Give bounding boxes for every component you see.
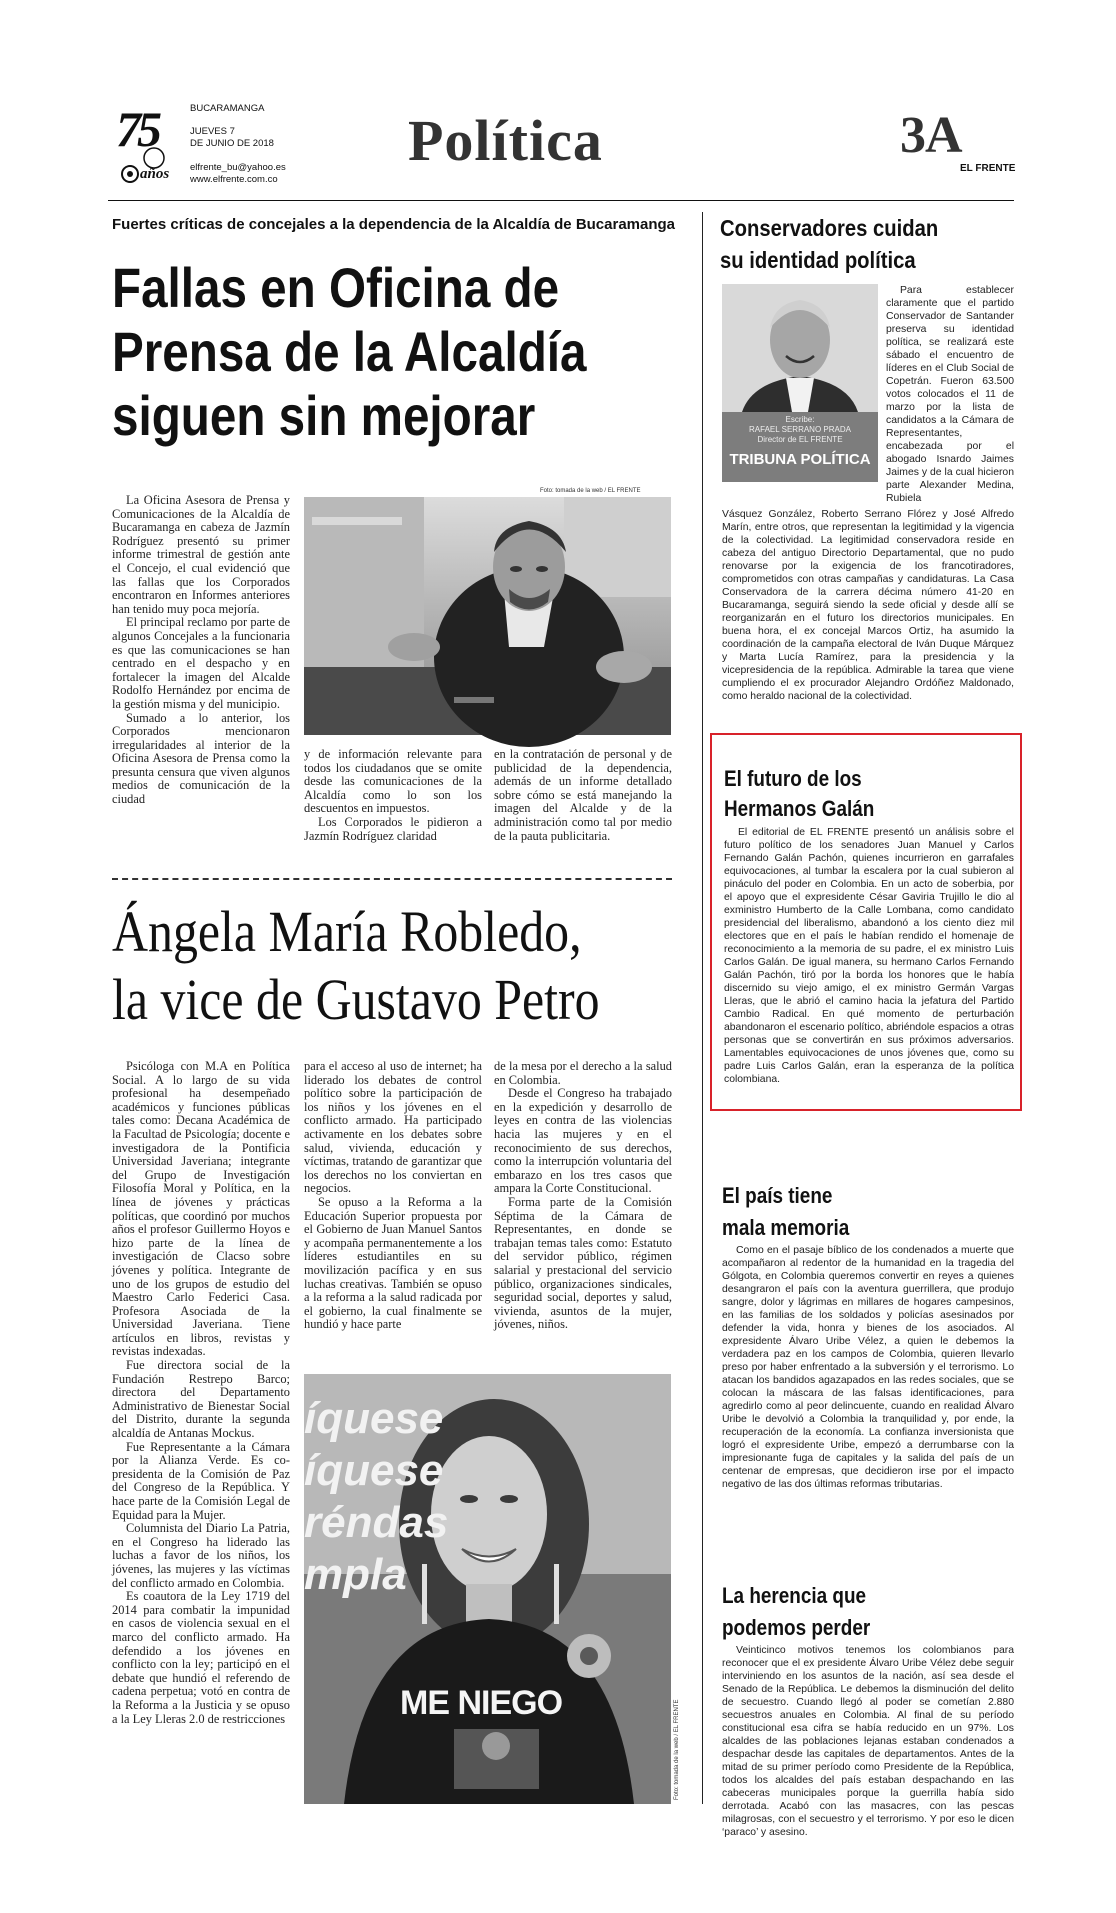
article2-col3 xyxy=(494,1060,672,1366)
column-section-name: TRIBUNA POLÍTICA xyxy=(729,451,871,468)
article1-col1 xyxy=(112,494,290,864)
box2-title-line1: El país tiene xyxy=(722,1183,833,1208)
article1-headline-line1: Fallas en Oficina de xyxy=(112,256,560,319)
article2-headline-line1: Ángela María Robledo, xyxy=(112,899,582,964)
article2-photo-credit: Foto: tomada de la web / EL FRENTE xyxy=(674,1699,680,1800)
box1-title xyxy=(724,764,1014,824)
page-number: 3A xyxy=(900,107,962,164)
box2-body: Como en el pasaje bíblico de los condenados a muerte que acompañaron al redentor de la humanidad en la tragedia del Gólgota, en Colombia queremos convertir en reyes a quienes desangraron el país con la aventura guerrillera, que produjo sangre, dolor y lágrimas en millares de hogares campesinos, en las familias de los soldados y policías asesinados por defender la vida, honra y bienes de los asociados. Al expresidente Álvaro Uribe Vélez, a quien le debemos la verdadera paz en los campos de Colombia, quieren llevarlo preso por haber enfrentado a la subversión y el terrorismo. Lo atacan los bandidos agazapados en las redes sociales, que se colocan la máscara de las falsas identificaciones, para agredirlo como al peor delincuente, cuando en realidad Álvaro Uribe le devolvió a Colombia la tranquilidad y, por ende, la recuperación de la economía. La confianza inversionista que logró el expresidente Uribe, empezó a derrumbarse con la impresionante fuga de capitales y la salida del país de un centenar de empresas, que decidieron irse por el impacto negativo de las dos últimas reformas tributarias. xyxy=(722,1245,1014,1490)
article2-col1-p3: Fue Representante a la Cámara por la Alianza Verde. Es co-presidenta de la Comisión de Paz del Congreso de la República. Y hace parte de la Comisión Legal de Equidad para la Mujer. xyxy=(112,1439,290,1522)
city-label: BUCARAMANGA xyxy=(190,103,265,114)
anniversary-word: años xyxy=(140,166,170,182)
article2-col2-p2: Se opuso a la Reforma a la Educación Superior propuesta por el Gobierno de Juan Manuel Santos y acompaña permanentemente a los líderes estudiantiles en su movilización pacífica y en sus luchas creativas. También se opuso a la reforma a la salud radicada por el gobierno, la cual finalmente se hundió y hace parte xyxy=(304,1194,482,1332)
column-title xyxy=(720,212,1020,276)
article1-kicker: Fuertes críticas de concejales a la dependencia de la Alcaldía de Bucaramanga xyxy=(112,216,676,233)
byline-label: Escribe: xyxy=(785,415,815,424)
article1-headline-line3: siguen sin mejorar xyxy=(112,384,536,447)
box1-title-line1: El futuro de los xyxy=(724,766,862,791)
article2-col3-p2: Desde el Congreso ha trabajado en la expedición y desarrollo de leyes en contra de las violencias hacia las mujeres y en el reconocimiento de sus derechos, como la interrupción voluntaria del embarazo en los tres casos que ampara la Corte Constitucional. xyxy=(494,1086,672,1196)
date-line-2: DE JUNIO DE 2018 xyxy=(190,138,274,149)
article1-photo-credit: Foto: tomada de la web / EL FRENTE xyxy=(540,488,641,494)
section-title: Política xyxy=(408,108,603,173)
columnist-photo xyxy=(722,284,878,412)
byline-role: Director de EL FRENTE xyxy=(757,435,843,444)
columnist-box xyxy=(722,284,878,482)
background-word-3: réndas xyxy=(304,1498,449,1547)
article2-col1-p4: Columnista del Diario La Patria, en el Congreso ha liderado las luchas a favor de los niños, los jóvenes, las mujeres y las víctimas del conflicto armado en Colombia. xyxy=(112,1521,290,1590)
article2-col1-p5: Es coautora de la Ley 1719 del 2014 para combatir la impunidad en casos de violencia sexual en el marco del conflicto armado. Ha defendido a los jóvenes en conflicto con la ley; participó en el debate que hundió el referendo de cadena perpetua; votó en contra de la Reforma a la Justicia y se opuso a la Ley Lleras 2.0 de restricciones xyxy=(112,1589,290,1726)
masthead-rule xyxy=(108,200,1014,201)
box1-body: El editorial de EL FRENTE presentó un análisis sobre el futuro político de los senadores Juan Manuel y Carlos Fernando Galán Pachón, quienes incurrieron en garrafales equivocaciones, al tumbar la escalera por la cual subieron al pináculo del poder en Colombia. En un acto de soberbia, por el apoyo que el expresidente César Gaviria Trujillo le dio al exministro Humberto de la Calle Lombana, como candidato presidencial del liberalismo, abandonó a los ciento diez mil electores que en el país le habían rendido el homenaje de reconocimiento a la memoria de su padre, el ex ministro Luis Carlos Galán. De igual manera, su hermano Carlos Fernando Galán Pachón, tiró por la borda los honores que le había discernido su viejo amigo, el ex ministro Germán Vargas Lleras, que le abrió el camino hacia la jefatura del Partido Cambio Radical. En qué momento de perturbación abandonaron el escenario político, abriéndole espacios a otras personas que se convertirán en sus próximos adversarios. Lamentables equivocaciones de unos jóvenes que, como su padre Luis Carlos Galán, eran la esperanza de la política colombiana. xyxy=(724,827,1014,1085)
article1-col1-p1: La Oficina Asesora de Prensa y Comunicaciones de la Alcaldía de Bucaramanga en cabeza de Jazmín Rodríguez presentó su primer informe trimestral de gestión ante el Concejo, el cual evidenció que las fallas que los Corporados encontraron en Informes anteriores han tenido muy poca mejoría. xyxy=(112,493,290,616)
box3-title-line2: podemos perder xyxy=(722,1615,871,1640)
column-title-line2: su identidad política xyxy=(720,247,916,273)
article2-col2-p1: para el acceso al uso de internet; ha liderado los debates de control político sobre la participación de los niños y los jóvenes en el conflicto armado. Ha participado activamente en los debates sobre salud, vivienda, educación y víctimas, tratando de garantizar que los derechos no los conviertan en negocios. xyxy=(304,1059,482,1196)
article1-col2-p1: y de información relevante para todos los ciudadanos que se omite desde las comunicaciones de la Alcaldía como lo son los descuentos en impuestos. xyxy=(304,747,482,816)
column-title-line1: Conservadores cuidan xyxy=(720,215,939,241)
background-word-2: íquese xyxy=(304,1446,444,1495)
article2-headline-line2: la vice de Gustavo Petro xyxy=(112,967,600,1032)
article1-col3-p1: en la contratación de personal y de publicidad de la dependencia, además de un informe detallado sobre cómo se está manejando la imagen del Alcalde y de la administración como tal por medio de la pauta publicitaria. xyxy=(494,747,672,843)
box3-body: Veinticinco motivos tenemos los colombianos para reconocer que el ex presidente Álvaro Uribe Vélez debe seguir interviniendo en los asuntos de la nación, así sea desde el Senado de la República. Le debemos la disminución del delito de secuestro. Cuando llegó al poder se cometían 2.880 secuestros anuales en Colombia. Al final de su período constitucional esa cifra se había reducido en un 97%. Los alcaldes de las poblaciones lejanas estaban condenados a despachar desde las capitales de departamentos. Antes de la mitad de su primer período como Presidente de la República, todos los alcaldes del país estaban despachando en las cabeceras municipales porque la guerrilla había sido derrotada. Acabó con las masacres, con las pescas milagrosas, con el secuestro y el terrorismo. Y por eso le dicen ‘paraco’ y asesino. xyxy=(722,1645,1014,1838)
shirt-text: ME NIEGO xyxy=(400,1684,563,1722)
article1-col1-p3: Sumado a lo anterior, los Corporados mencionaron irregularidades al interior de la Oficina Asesora de Prensa como la presunta censura que viven algunos medios de comunicación de la ciudad xyxy=(112,710,290,807)
box3-title xyxy=(722,1580,1012,1644)
article2-col3-p1: de la mesa por el derecho a la salud en Colombia. xyxy=(494,1059,672,1087)
box2-title-line2: mala memoria xyxy=(722,1215,850,1240)
column-divider xyxy=(702,212,703,1804)
article2-photo xyxy=(304,1374,671,1804)
date-line-1: JUEVES 7 xyxy=(190,126,235,137)
byline-name: RAFAEL SERRANO PRADA xyxy=(749,425,851,434)
article2-col1-p1: Psicóloga con M.A en Política Social. A lo largo de su vida profesional ha desempeñado académicos y funciones públicas tales como: Decana Académica de la Facultad de Psicología; docente e investigadora de la Pontificia Universidad Javeriana; integrante del Grupo de Investigación Filosofía Moral y Política, en la línea de jóvenes y prácticas políticas, que coordinó por muchos años el profesor Guillermo Hoyos e hizo parte de la línea de investigación de Clacso sobre jóvenes y política. Integrante de uno de los grupos de estudio del Maestro Carlo Federici Casa. Profesora Asociada de la Universidad Javeriana. Tiene artículos en libros, revistas y revistas indexadas. xyxy=(112,1059,290,1359)
article2-col2 xyxy=(304,1060,482,1366)
article1-col3 xyxy=(494,748,672,866)
article1-photo xyxy=(304,497,671,735)
article2-col1 xyxy=(112,1060,290,1804)
anniversary-logo xyxy=(112,101,184,186)
man-speaking-photo xyxy=(304,497,671,735)
article2-col3-p3: Forma parte de la Comisión Séptima de la Cámara de Representantes, en donde se trabajan temas tales como: Estatuto del servidor público, régimen salarial y prestacional del servicio público, organizaciones sindicales, seguridad social, deportes y salud, vivienda, asuntos de la mujer, jóvenes, niños. xyxy=(494,1194,672,1332)
article-separator xyxy=(112,878,672,880)
column-body-side: Para establecer claramente que el partido Conservador de Santander preserva su identidad política, se realizará este sábado el encuentro de líderes en el Club Social de Copetrán. Fueron 63.500 votos colocados el 11 de marzo por la lista de candidatos a la Cámara de Representantes, encabezada por el abogado Isnardo Jaimes Jaimes y de la cual hicieron parte Alexander Medina, Rubiela xyxy=(886,285,1014,504)
background-word-4: mpla xyxy=(304,1550,407,1599)
article1-col1-p2: El principal reclamo por parte de algunos Concejales a la funcionaria es que las comunicaciones se han centrado en el despacho y en fortalecer la imagen del Alcalde Rodolfo Hernández por encima de la gestión misma y del municipio. xyxy=(112,615,290,711)
article1-headline xyxy=(112,256,692,448)
box3-title-line1: La herencia que xyxy=(722,1583,867,1608)
box1-title-line2: Hermanos Galán xyxy=(724,796,875,821)
article1-col2-p2: Los Corporados le pidieron a Jazmín Rodríguez claridad xyxy=(304,814,482,843)
website-link[interactable]: www.elfrente.com.co xyxy=(190,174,278,185)
paper-name: EL FRENTE xyxy=(960,163,1016,174)
article2-col1-p2: Fue directora social de la Fundación Restrepo Barco; directora del Departamento Administrativo de Bienestar Social del Distrito, durante la segunda alcaldía de Antanas Mockus. xyxy=(112,1358,290,1441)
article2-headline xyxy=(112,898,692,1034)
column-body-full: Vásquez González, Roberto Serrano Flórez y José Alfredo Marín, entre otros, que representan la legitimidad y la vigencia de la colectividad. La legitimidad conservadora reside en cabeza del antiguo Directorio Departamental, que no pudo renovarse por la exigencia de los francotiradores, comprometidos con otras campañas y candidaturas. La Casa Conservadora de la carrera décima número 41-20 en Bucaramanga, seguirá siendo la sede oficial y desde allí se reorganizarán en el futuro los directorios municipales. En buena hora, el ex concejal Marcos Ortiz, ha asumido la coordinación de la campaña electoral de Iván Duque Márquez y Marta Lucía Ramírez, para la presidencia y la vicepresidencia de la república. Admirable la tarea que viene cumpliendo el ex procurador Alejandro Ordóñez Maldonado, como heraldo nacional de la colectividad. xyxy=(722,509,1014,702)
masthead xyxy=(0,0,1116,200)
email-link[interactable]: elfrente_bu@yahoo.es xyxy=(190,162,286,173)
background-word-1: íquese xyxy=(304,1394,444,1443)
article1-col2 xyxy=(304,748,482,866)
anniversary-number: 75 xyxy=(116,101,158,157)
box2-title xyxy=(722,1180,1012,1244)
article1-headline-line2: Prensa de la Alcaldía xyxy=(112,320,587,383)
